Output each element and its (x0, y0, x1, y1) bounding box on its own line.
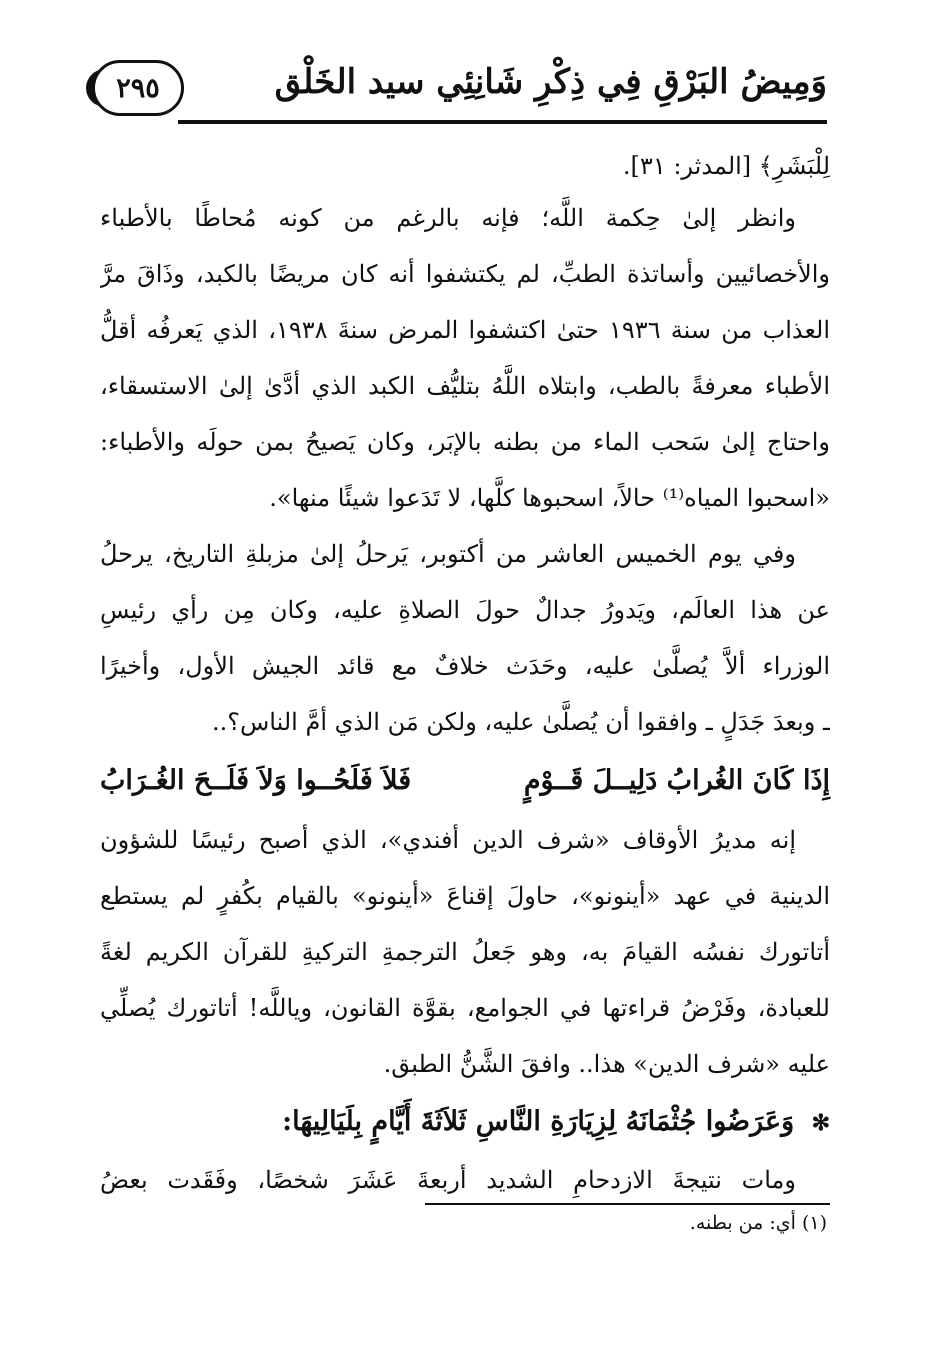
section-heading (100, 1092, 830, 1152)
text-line: ومات نتيجةَ الازدحامِ الشديد أربعةَ عَشَرَ شخصًا، وفَقَدت بعضُ (100, 1166, 796, 1194)
text-line: إنه مديرُ الأوقاف «شرف الدين أفندي»، الذي أصبح رئيسًا للشؤون (100, 826, 796, 854)
star-bullet-icon: ✻ (811, 1110, 830, 1136)
text-line: واحتاج إلىٰ سَحب الماء من بطنه بالإبَر، وكان يَصيحُ بمن حولَه والأطباء: (100, 428, 830, 456)
footnote-rule (425, 1203, 830, 1205)
verse-hemistich-first: إِذَا كَانَ الغُرابُ دَلِيــلَ قَــوْمٍ (523, 765, 830, 796)
page-number-badge (92, 60, 184, 116)
text-line: أتاتورك نفسُه القيامَ به، وهو جَعلُ الترجمةِ التركيةِ للقرآن الكريم لغةً (100, 938, 830, 966)
verse-hemistich-second: فَلاَ فَلَحُــوا وَلاَ فَلَــحَ الغُـرَابُ (100, 765, 412, 796)
footnote: (١) أي: من بطنه. (689, 1212, 827, 1234)
poetry-verse (100, 750, 830, 812)
text-line: وفي يوم الخميس العاشر من أكتوبر، يَرحلُ إلىٰ مزبلةِ التاريخ، يرحلُ (100, 540, 796, 568)
page-number: ٢٩٥ (116, 72, 160, 104)
header-rule (178, 120, 827, 124)
body-text (100, 142, 830, 1208)
text-line: وانظر إلىٰ حِكمة اللَّه؛ فإنه بالرغم من كونه مُحاطًا بالأطباء (100, 204, 796, 232)
text-line: «اسحبوا المياه⁽¹⁾ حالاً، اسحبوها كلَّها، لا تَدَعوا شيئًا منها». (269, 484, 830, 512)
text-line: ـ وبعدَ جَدَلٍ ـ وافقوا أن يُصلَّىٰ عليه، ولكن مَن الذي أمَّ الناس؟.. (212, 708, 830, 736)
running-title: وَمِيضُ البَرْقِ فِي ذِكْرِ شَانِئِي سيد الخَلْق (274, 62, 827, 102)
text-line: الوزراء ألاَّ يُصلَّىٰ عليه، وحَدَث خلافٌ مع قائد الجيش الأول، وأخيرًا (100, 652, 830, 680)
page-header (92, 46, 827, 122)
text-line: عليه «شرف الدين» هذا.. وافقَ الشَّنُّ الطبق. (383, 1050, 830, 1078)
text-line: الأطباء معرفةً بالطب، وابتلاه اللَّهُ بتليُّف الكبد الذي أدَّىٰ إلىٰ الاستسقاء، (100, 372, 830, 400)
section-heading-text: وَعَرَضُوا جُثْمَانَهُ لِزِيَارَةِ النَّاسِ ثَلاَثَةَ أَيَّامٍ بِلَيَالِيهَا: (282, 1106, 795, 1137)
text-line: العذاب من سنة ١٩٣٦ حتىٰ اكتشفوا المرض سنةَ ١٩٣٨، الذي يَعرفُه أقلُّ (100, 316, 830, 344)
text-line: والأخصائيين وأساتذة الطبِّ، لم يكتشفوا أنه كان مريضًا بالكبد، وذَاقَ مرَّ (100, 260, 830, 288)
text-line: عن هذا العالَم، ويَدورُ جدالٌ حولَ الصلاةِ عليه، وكان مِن رأي رئيسِ (100, 596, 830, 624)
text-line: للعبادة، وفَرْضُ قراءتها في الجوامع، بقوَّة القانون، وياللَّه! أتاتورك يُصلِّي (100, 994, 830, 1022)
text-line: الدينية في عهد «أينونو»، حاولَ إقناعَ «أينونو» بالقيام بكُفرٍ لم يستطع (100, 882, 830, 910)
text-line: لِلْبَشَرِ﴾ [المدثر: ٣١]. (622, 152, 830, 180)
